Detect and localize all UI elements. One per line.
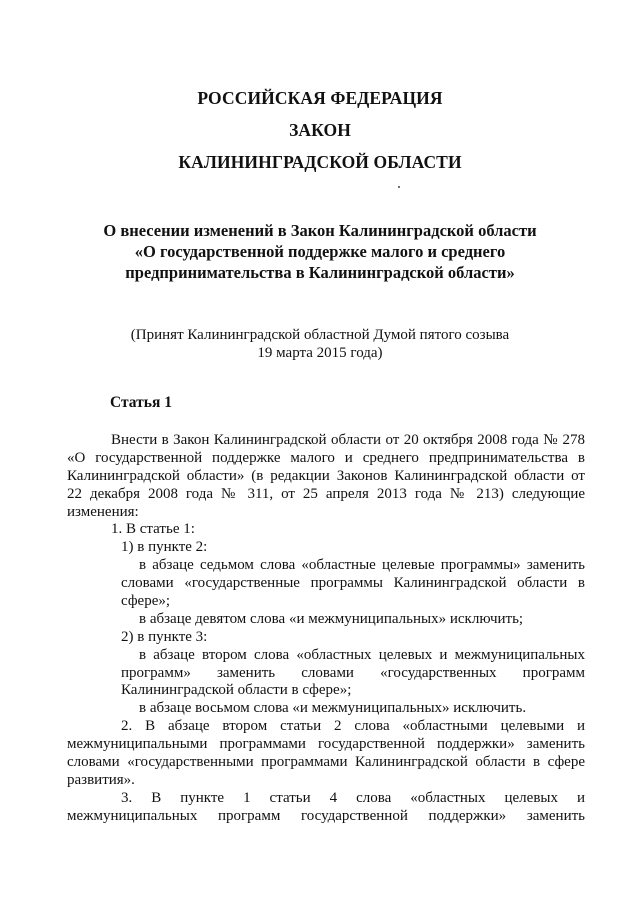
body-line-16: в абзаце восьмом слова «и межмуниципальных» исключить. (139, 700, 527, 716)
header-law: ЗАКОН (289, 120, 351, 140)
header-region: КАЛИНИНГРАДСКОЙ ОБЛАСТИ (178, 152, 462, 172)
body-line-19: словами «государственными программами Калининградской области в сфере (67, 754, 585, 770)
law-title-line-2: «О государственной поддержке малого и среднего (134, 242, 506, 261)
body-line-03: Калининградской области» (в редакции Законов Калининградской области от (67, 468, 585, 484)
article-heading: Статья 1 (110, 394, 172, 411)
body-line-05: изменения: (67, 504, 139, 520)
body-line-17: 2. В абзаце втором статьи 2 слова «областными целевыми и (121, 718, 585, 734)
body-line-01: Внести в Закон Калининградской области от 20 октября 2008 года № 278 (111, 432, 585, 448)
body-line-11: в абзаце девятом слова «и межмуниципальных» исключить; (139, 611, 524, 627)
scan-speck (398, 186, 400, 188)
body-line-15: Калининградской области в сфере»; (121, 682, 352, 698)
body-line-12: 2) в пункте 3: (121, 629, 208, 645)
body-line-10: сфере»; (121, 593, 171, 609)
law-title-line-3: предпринимательства в Калининградской области» (125, 263, 515, 282)
law-title-line-1: О внесении изменений в Закон Калининградской области (103, 221, 537, 240)
body-line-06: 1. В статье 1: (111, 521, 195, 537)
body-line-21: 3. В пункте 1 статьи 4 слова «областных целевых и (121, 790, 585, 806)
body-line-04: 22 декабря 2008 года № 311, от 25 апреля 2013 года № 213) следующие (67, 486, 585, 502)
adoption-note-line-1: (Принят Калининградской областной Думой пятого созыва (130, 327, 510, 343)
body-line-20: развития». (67, 772, 135, 788)
body-line-18: межмуниципальными программами государственной поддержки» заменить (67, 736, 585, 752)
header-country: РОССИЙСКАЯ ФЕДЕРАЦИЯ (197, 88, 443, 108)
body-line-02: «О государственной поддержке малого и среднего предпринимательства в (67, 450, 585, 466)
body-line-13: в абзаце втором слова «областных целевых и межмуниципальных (139, 647, 585, 663)
body-line-09: словами «государственные программы Калининградской области в (121, 575, 585, 591)
body-line-14: программ» заменить словами «государственных программ (121, 665, 585, 681)
adoption-note-line-2: 19 марта 2015 года) (257, 345, 383, 361)
body-line-08: в абзаце седьмом слова «областные целевые программы» заменить (139, 557, 585, 573)
body-line-07: 1) в пункте 2: (121, 539, 208, 555)
body-line-22: межмуниципальных программ государственной поддержки» заменить (67, 808, 585, 824)
